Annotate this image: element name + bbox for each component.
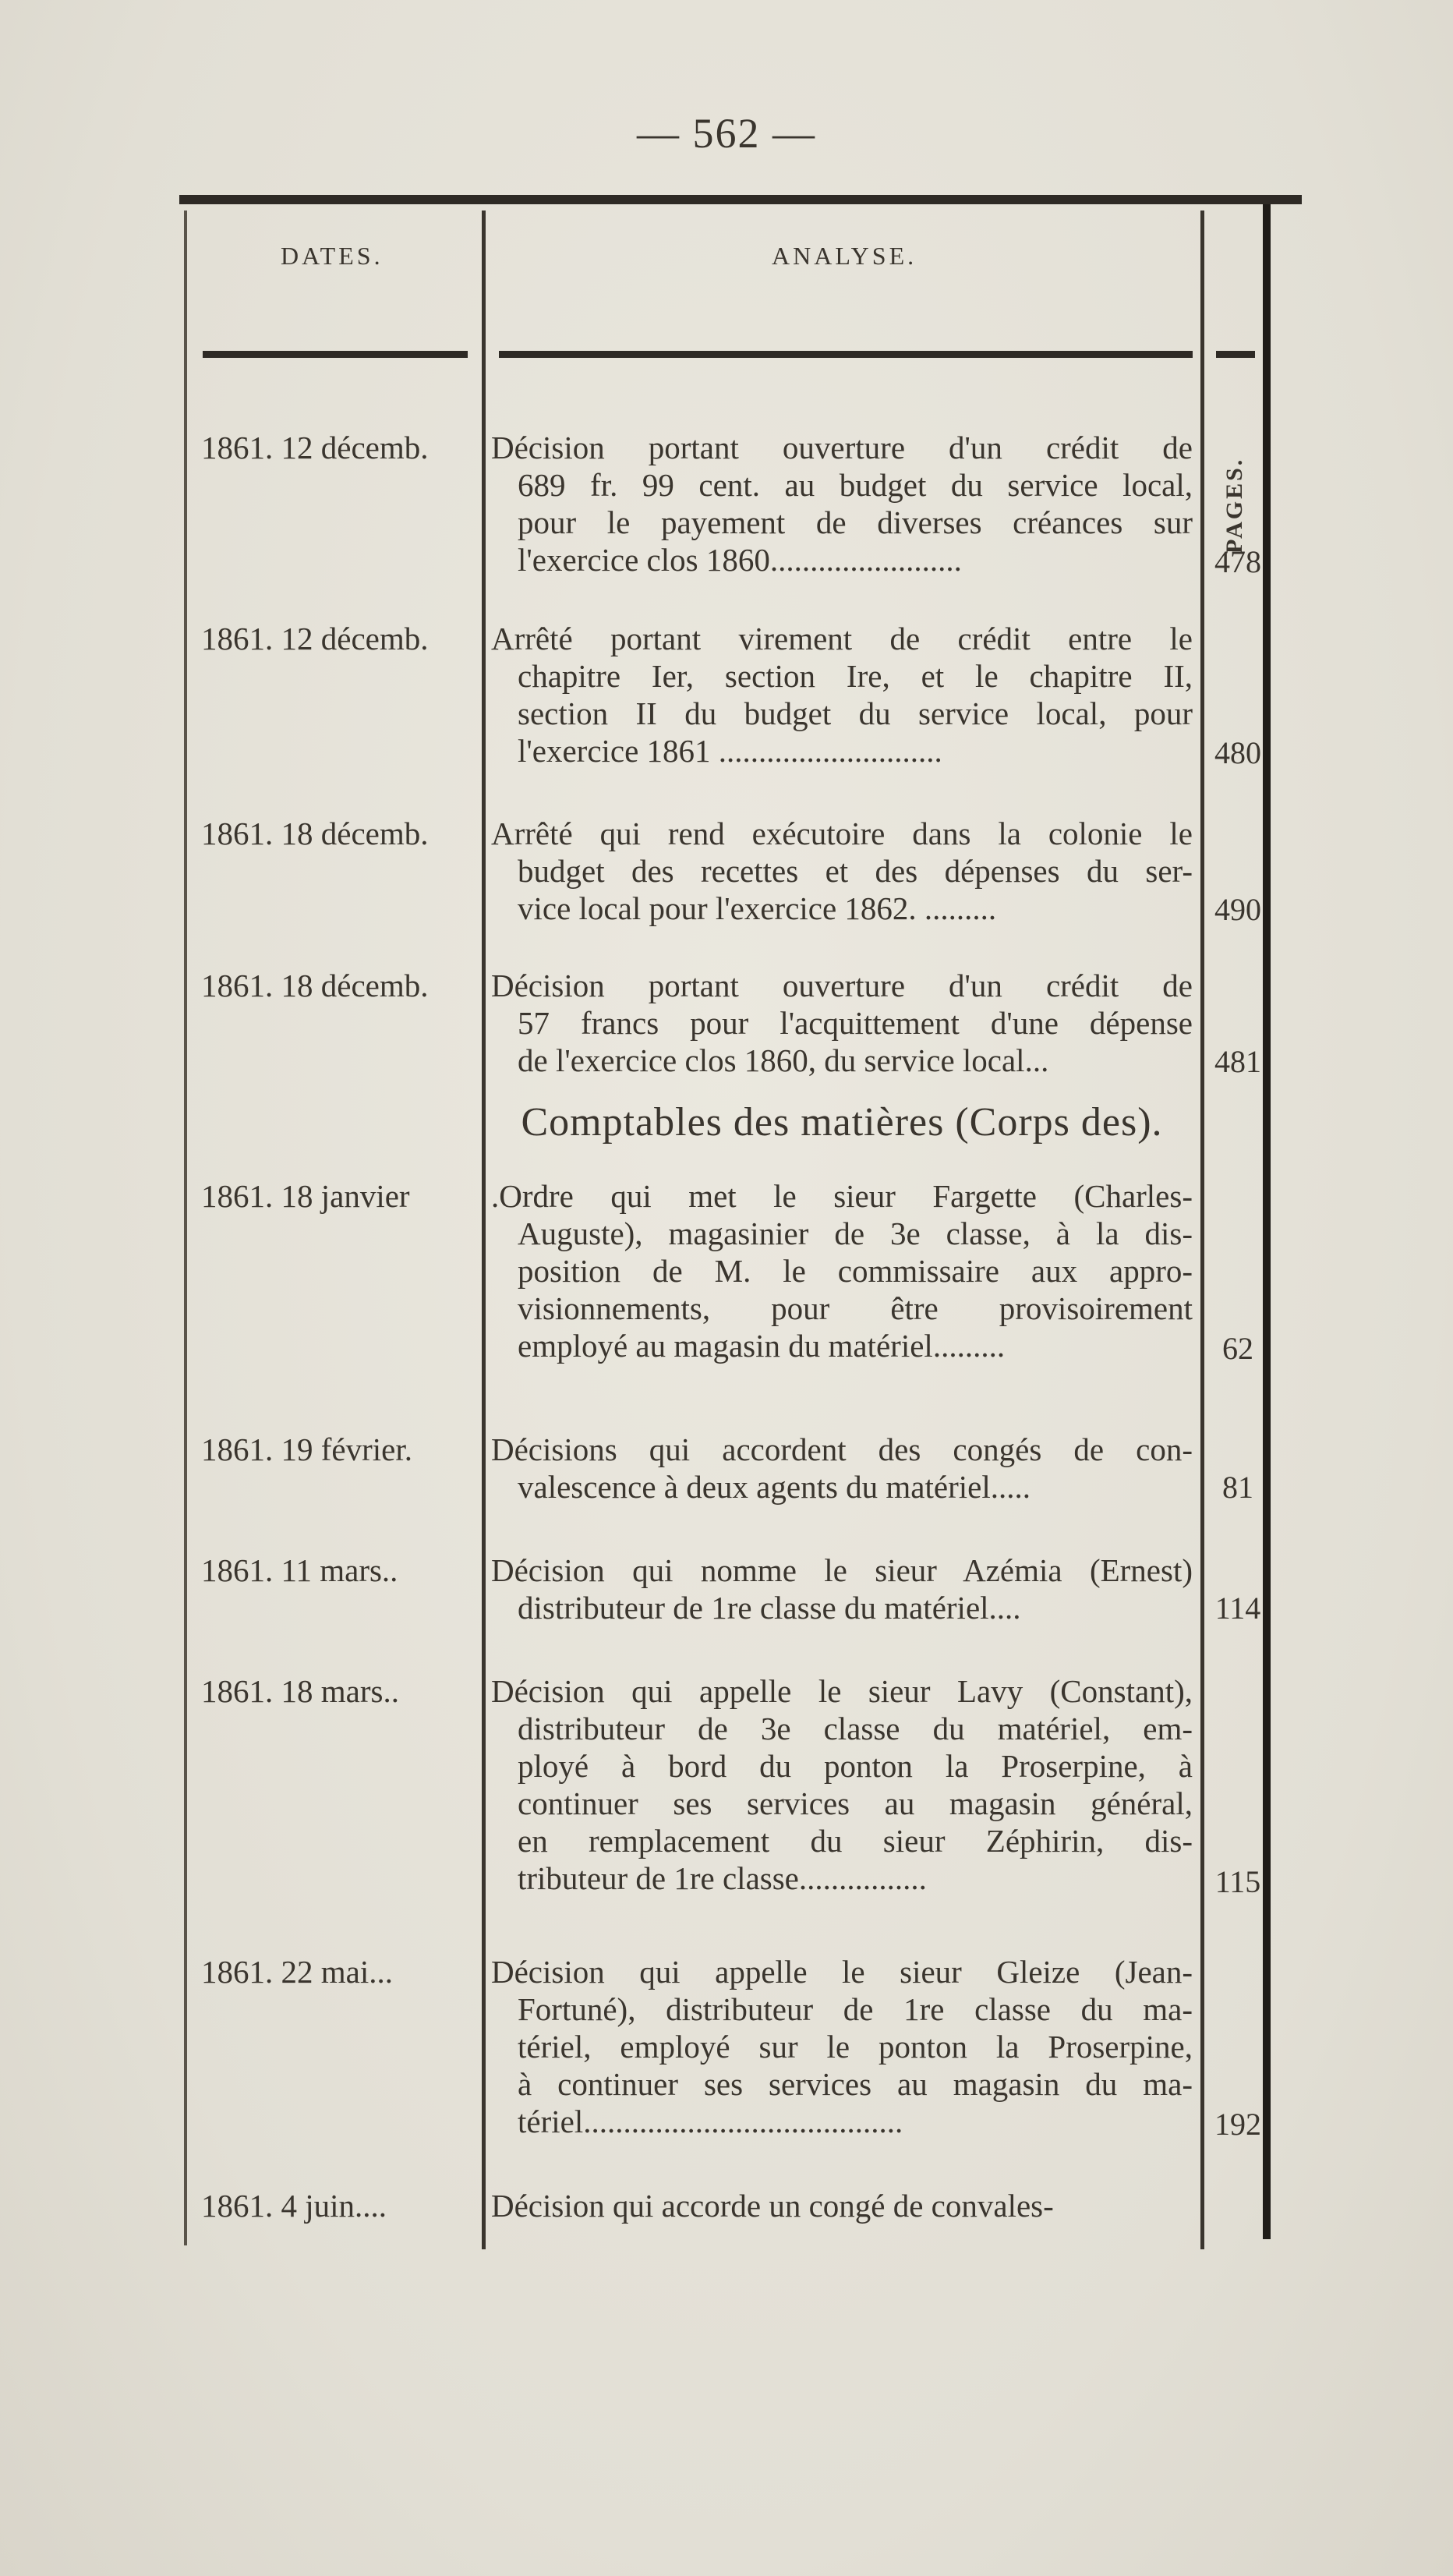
analysis-line: distributeur de 1re classe du matériel.... bbox=[518, 1590, 1021, 1626]
page-number: — 562 — bbox=[637, 110, 816, 157]
analysis-line: Décision qui nomme le sieur Azémia (Ernest) bbox=[491, 1552, 1193, 1588]
analysis-line: pour le payement de diverses créances sur bbox=[518, 504, 1193, 540]
analysis-line: Fortuné), distributeur de 1re classe du ma- bbox=[518, 1991, 1193, 2027]
entry-analysis bbox=[491, 1672, 1193, 1897]
analysis-line: Arrêté portant virement de crédit entre le bbox=[491, 621, 1193, 656]
entry-page-number: 192 bbox=[1214, 2107, 1261, 2142]
analysis-line: section II du budget du service local, pour bbox=[518, 695, 1193, 731]
entry-analysis bbox=[491, 2187, 1193, 2224]
entry-date: 1861. 18 mars.. bbox=[201, 1673, 399, 1709]
analysis-line: Décision qui appelle le sieur Lavy (Constant), bbox=[491, 1673, 1193, 1709]
entry-analysis bbox=[491, 1177, 1193, 1364]
analysis-line: Décisions qui accordent des congés de con- bbox=[491, 1431, 1193, 1467]
analysis-line: l'exercice 1861 ............................ bbox=[518, 733, 942, 769]
column-divider-dates bbox=[482, 211, 486, 2249]
entry-page-number: 114 bbox=[1214, 1591, 1261, 1626]
entry-date: 1861. 22 mai... bbox=[201, 1954, 393, 1990]
analysis-line: chapitre Ier, section Ire, et le chapitre II, bbox=[518, 658, 1193, 694]
entry-date: 1861. 4 juin.... bbox=[201, 2188, 387, 2224]
analysis-line: 57 francs pour l'acquittement d'une dépense bbox=[518, 1005, 1193, 1041]
entry-page-number: 478 bbox=[1214, 544, 1261, 579]
entry-page-number: 62 bbox=[1222, 1331, 1253, 1366]
left-border bbox=[184, 211, 187, 2245]
analysis-line: visionnements, pour être provisoirement bbox=[518, 1290, 1193, 1326]
analysis-line: position de M. le commissaire aux appro- bbox=[518, 1253, 1193, 1289]
analysis-line: Décision portant ouverture d'un crédit de bbox=[491, 430, 1193, 465]
analysis-line: tériel........................................ bbox=[518, 2104, 903, 2139]
section-title: Comptables des matières (Corps des). bbox=[521, 1100, 1163, 1145]
index-table bbox=[179, 195, 1302, 2253]
entry-analysis bbox=[491, 967, 1193, 1079]
analysis-line: Décision portant ouverture d'un crédit de bbox=[491, 968, 1193, 1003]
entry-analysis bbox=[491, 815, 1193, 927]
analysis-line: distributeur de 3e classe du matériel, em- bbox=[518, 1711, 1193, 1746]
analysis-line: Auguste), magasinier de 3e classe, à la dis- bbox=[518, 1215, 1193, 1251]
analysis-line: employé au magasin du matériel......... bbox=[518, 1328, 1006, 1364]
analysis-line: à continuer ses services au magasin du ma- bbox=[518, 2066, 1193, 2102]
entry-analysis bbox=[491, 1953, 1193, 2140]
analysis-line: vice local pour l'exercice 1862. ......... bbox=[518, 890, 997, 926]
analysis-line: tériel, employé sur le ponton la Proserpine, bbox=[518, 2029, 1193, 2065]
analysis-line: l'exercice clos 1860........................ bbox=[518, 542, 962, 578]
header-rule-analyse bbox=[499, 351, 1193, 358]
entry-date: 1861. 12 décemb. bbox=[201, 621, 429, 656]
header-pages: PAGES. bbox=[1221, 457, 1247, 554]
header-dates: DATES. bbox=[281, 242, 384, 270]
entry-page-number: 490 bbox=[1214, 892, 1261, 927]
entry-date: 1861. 18 janvier bbox=[201, 1178, 410, 1214]
analysis-line: en remplacement du sieur Zéphirin, dis- bbox=[518, 1823, 1193, 1859]
entry-date: 1861. 11 mars.. bbox=[201, 1552, 398, 1588]
entry-date: 1861. 12 décemb. bbox=[201, 430, 429, 465]
analysis-line: valescence à deux agents du matériel..... bbox=[518, 1469, 1031, 1505]
entry-page-number: 481 bbox=[1214, 1044, 1261, 1079]
analysis-line: Décision qui appelle le sieur Gleize (Jean- bbox=[491, 1954, 1193, 1990]
entry-date: 1861. 18 décemb. bbox=[201, 816, 429, 851]
entry-date: 1861. 19 février. bbox=[201, 1431, 412, 1467]
entry-analysis bbox=[491, 1431, 1193, 1506]
entry-analysis bbox=[491, 1552, 1193, 1626]
analysis-line: Décision qui accorde un congé de convales- bbox=[491, 2188, 1054, 2224]
analysis-line: de l'exercice clos 1860, du service local... bbox=[518, 1042, 1049, 1078]
entry-page-number: 480 bbox=[1214, 735, 1261, 770]
entry-page-number: 81 bbox=[1222, 1470, 1253, 1505]
entry-page-number: 115 bbox=[1214, 1864, 1261, 1899]
entry-analysis bbox=[491, 620, 1193, 770]
analysis-line: .Ordre qui met le sieur Fargette (Charles- bbox=[491, 1178, 1193, 1214]
analysis-line: tributeur de 1re classe................ bbox=[518, 1860, 927, 1896]
analysis-line: budget des recettes et des dépenses du ser- bbox=[518, 853, 1193, 889]
header-rule-dates bbox=[203, 351, 468, 358]
analysis-line: Arrêté qui rend exécutoire dans la colonie le bbox=[491, 816, 1193, 851]
analysis-line: 689 fr. 99 cent. au budget du service local, bbox=[518, 467, 1193, 503]
header-analyse: ANALYSE. bbox=[772, 242, 917, 270]
table-top-rule bbox=[179, 195, 1302, 204]
header-rule-pages bbox=[1216, 351, 1255, 358]
entry-date: 1861. 18 décemb. bbox=[201, 968, 429, 1003]
analysis-line: continuer ses services au magasin général, bbox=[518, 1785, 1193, 1821]
column-divider-analyse bbox=[1200, 211, 1204, 2249]
entry-analysis bbox=[491, 429, 1193, 579]
right-border bbox=[1263, 204, 1271, 2239]
analysis-line: ployé à bord du ponton la Proserpine, à bbox=[518, 1748, 1193, 1784]
